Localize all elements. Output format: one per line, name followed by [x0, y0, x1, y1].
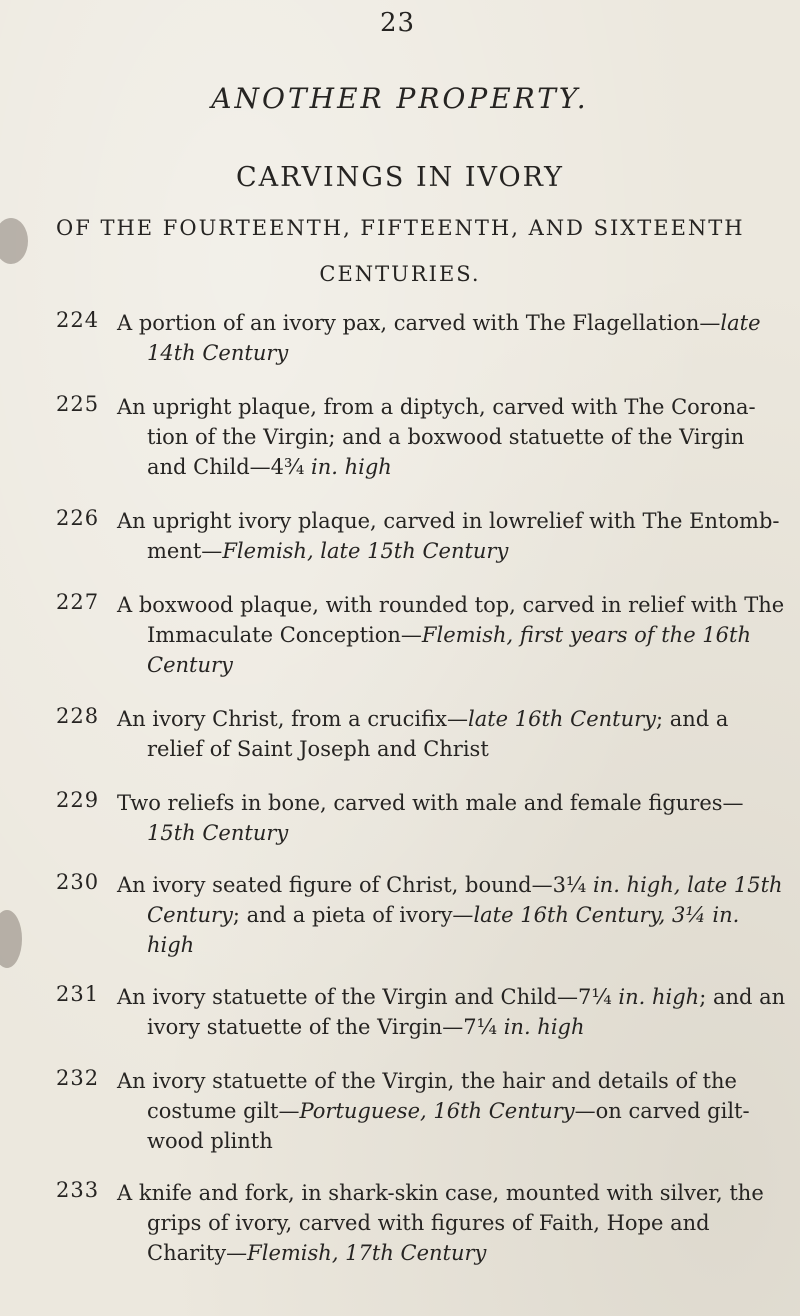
section-subheading: CARVINGS IN IVORY	[236, 162, 564, 193]
lot-number: 226	[56, 506, 100, 530]
lot-description: A knife and fork, in shark-skin case, mounted with silver, the grips of ivory, carved with figures of Faith, Hope and Charity—Flemish, 17th Century	[117, 1181, 764, 1265]
lot-number: 231	[56, 982, 100, 1006]
section-heading: ANOTHER PROPERTY.	[211, 82, 589, 115]
lot-description: A boxwood plaque, with rounded top, carved in relief with The Immaculate Conception—Flemish, first years of the 16th Century	[117, 593, 785, 677]
lot-description: An upright ivory plaque, carved in lowrelief with The Entomb-ment—Flemish, late 15th Century	[117, 509, 780, 563]
lot-description: An ivory seated figure of Christ, bound—3¼ in. high, late 15th Century; and a pieta of ivory—late 16th Century, 3¼ in. high	[117, 873, 783, 957]
lot-number: 228	[56, 704, 100, 728]
lot-number: 227	[56, 590, 100, 614]
lot-description: An ivory statuette of the Virgin and Child—7¼ in. high; and an ivory statuette of the Virgin—7¼ in. high	[117, 985, 786, 1039]
lot-number: 233	[56, 1178, 100, 1202]
lot-description: Two reliefs in bone, carved with male and female figures—15th Century	[117, 791, 744, 845]
lot-description: An upright plaque, from a diptych, carved with The Corona-tion of the Virgin; and a boxwood statuette of the Virgin and Child—4¾ in. high	[117, 395, 756, 479]
page-number: 23	[380, 8, 416, 38]
section-subheading-line: CENTURIES.	[319, 262, 481, 286]
lot-number: 224	[56, 308, 100, 332]
lot-number: 230	[56, 870, 100, 894]
lot-description: A portion of an ivory pax, carved with The Flagellation—late 14th Century	[117, 311, 761, 365]
page-edge-mark	[0, 910, 22, 968]
section-subheading-line: OF THE FOURTEENTH, FIFTEENTH, AND SIXTEENTH	[56, 216, 745, 240]
lot-number: 232	[56, 1066, 100, 1090]
lot-description: An ivory statuette of the Virgin, the hair and details of the costume gilt—Portuguese, 16th Century—on carved gilt-wood plinth	[117, 1069, 750, 1153]
page-edge-mark	[0, 218, 28, 264]
lot-number: 225	[56, 392, 100, 416]
lot-number: 229	[56, 788, 100, 812]
lot-description: An ivory Christ, from a crucifix—late 16th Century; and a relief of Saint Joseph and Christ	[117, 707, 729, 761]
